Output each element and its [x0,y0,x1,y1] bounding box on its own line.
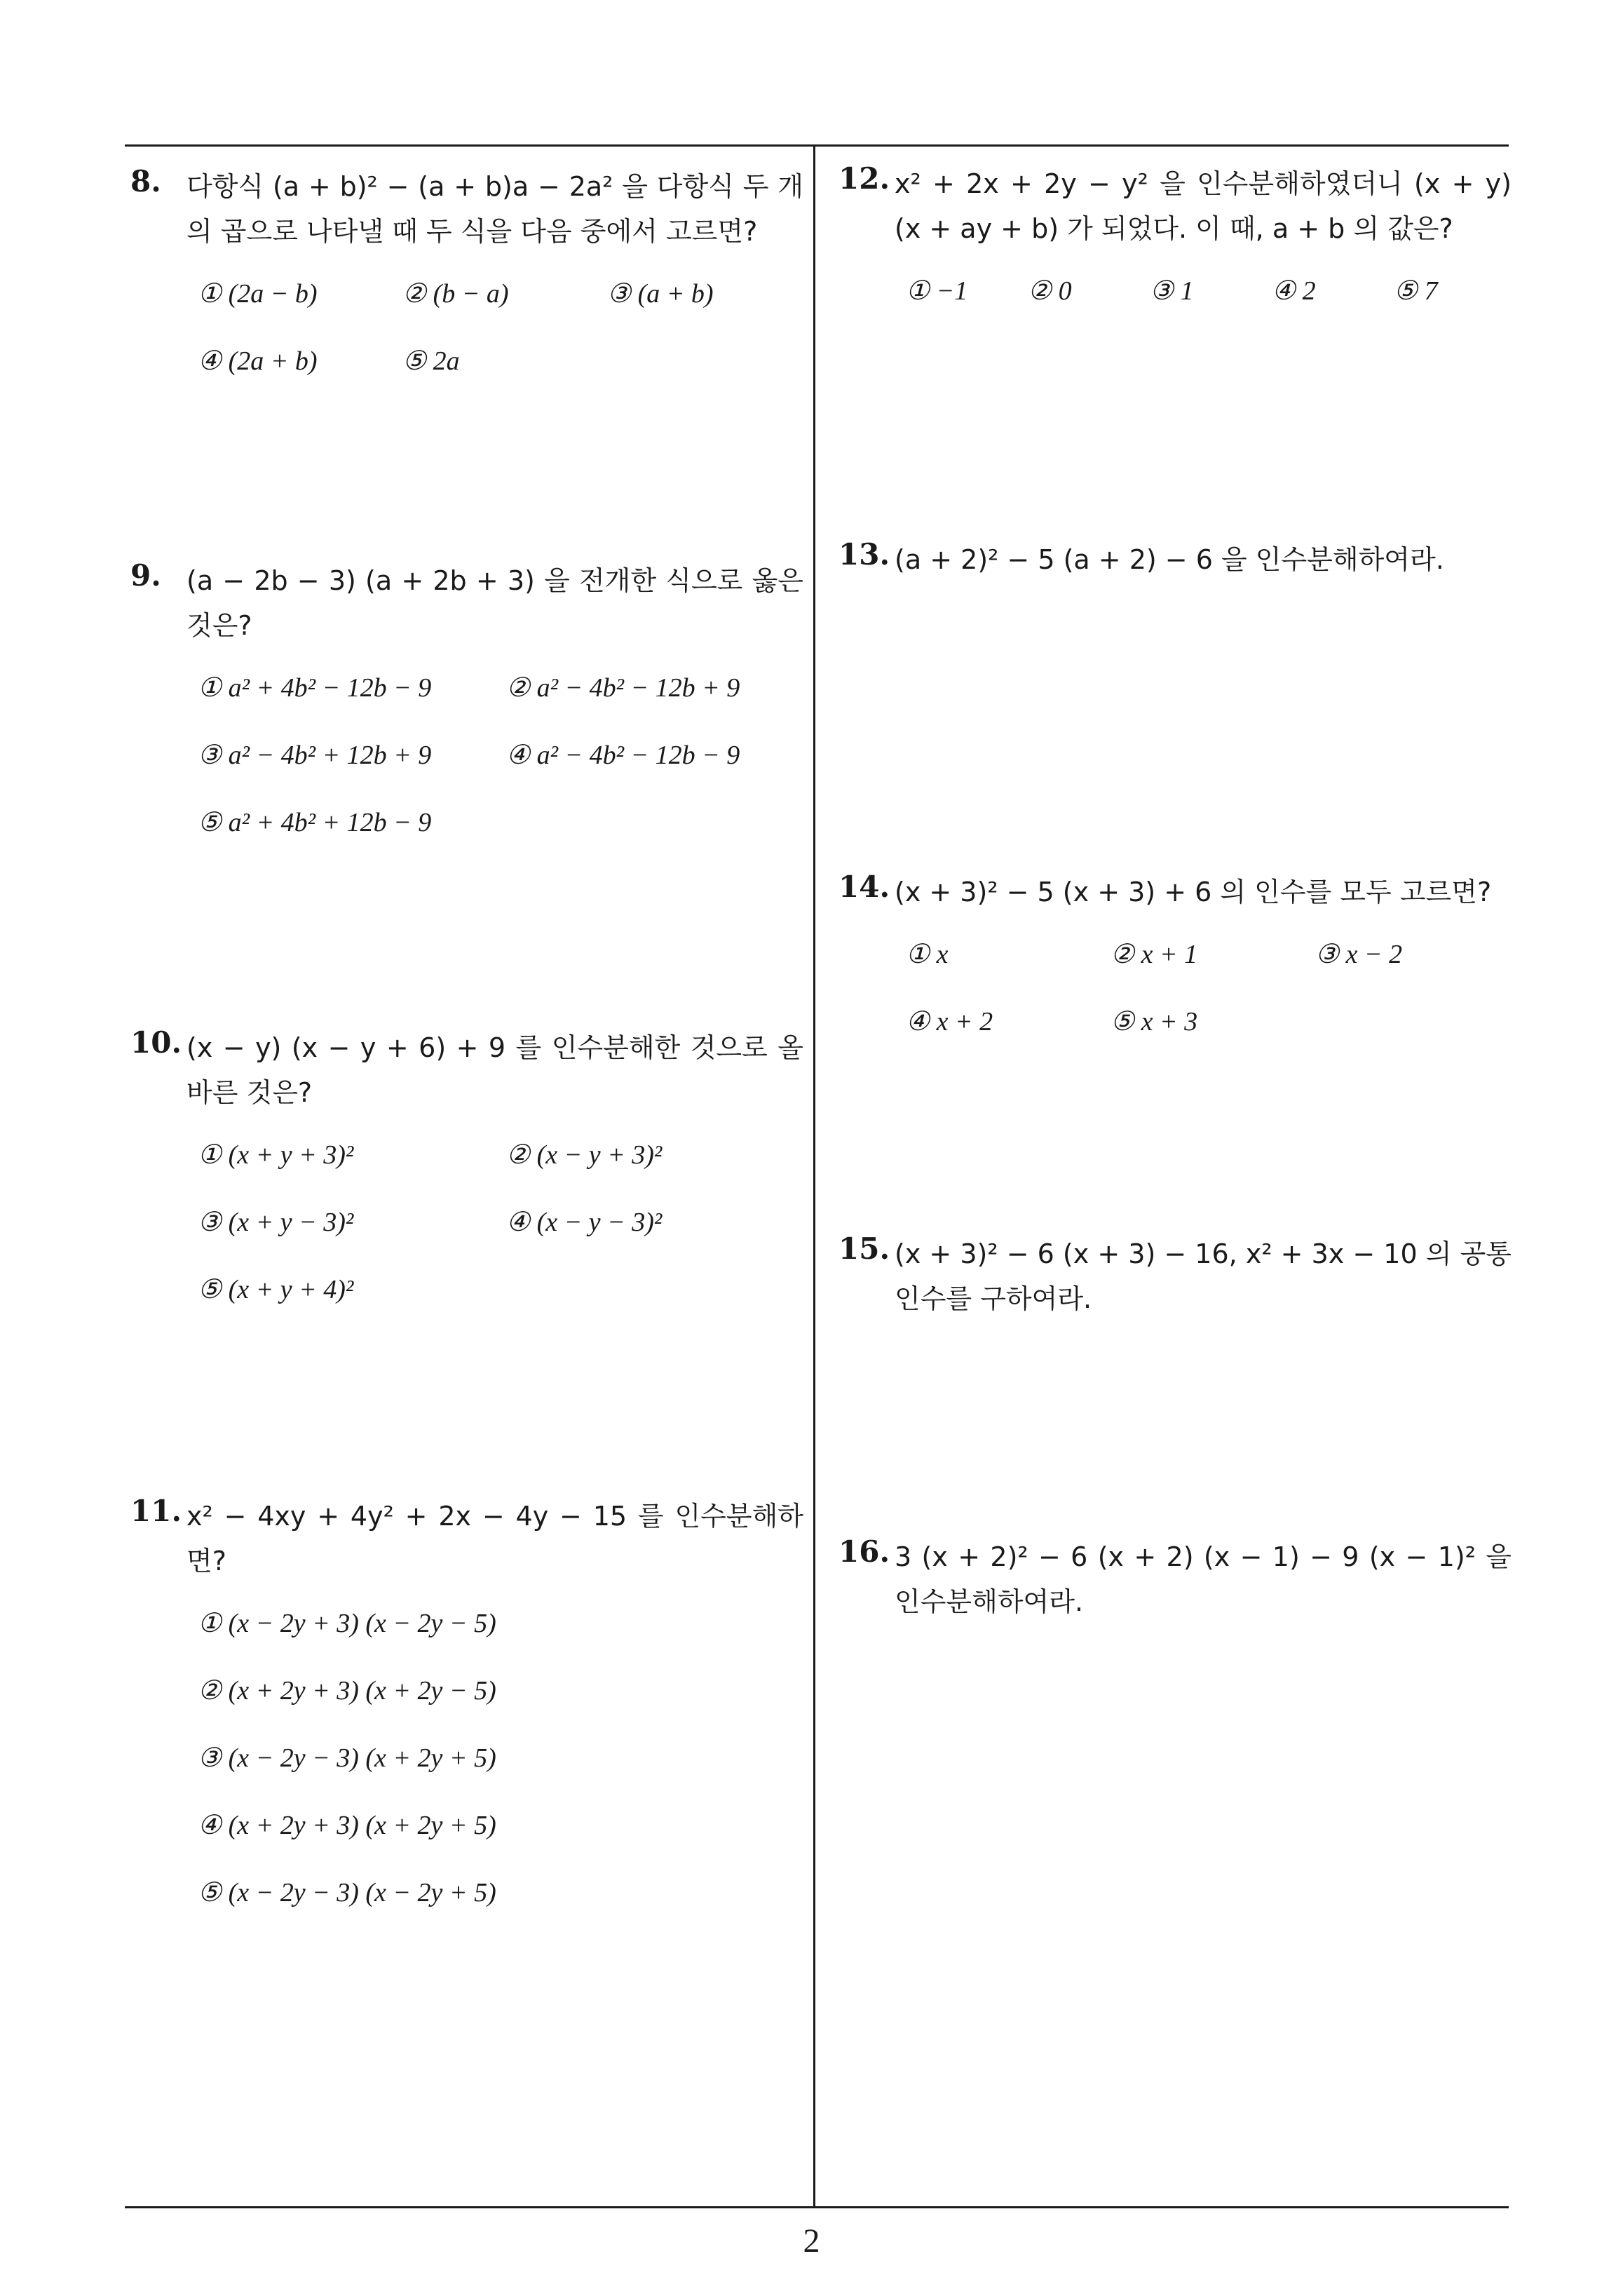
question-13 [838,537,1512,582]
option-1[interactable]: ① −1 [906,276,968,306]
option-4[interactable]: ④ 2 [1272,276,1316,306]
question-15 [838,1231,1512,1321]
question-number: 13. [838,537,890,572]
option-5[interactable]: ⑤ (x − 2y − 3) (x − 2y + 5) [198,1878,496,1907]
option-3[interactable]: ③ a² − 4b² + 12b + 9 [198,741,432,770]
question-number: 12. [838,161,890,196]
question-10 [130,1025,803,1304]
question-stem: (x + 3)² − 5 (x + 3) + 6 의 인수를 모두 고르면? [895,877,1492,907]
option-2[interactable]: ② a² − 4b² − 12b + 9 [506,673,740,703]
question-11 [130,1494,803,1907]
option-4[interactable]: ④ (2a + b) [198,346,318,376]
question-stem: (a + 2)² − 5 (a + 2) − 6 을 인수분해하여라. [895,544,1444,575]
option-1[interactable]: ① (x − 2y + 3) (x − 2y − 5) [198,1609,496,1638]
option-1[interactable]: ① x [906,940,949,969]
option-4[interactable]: ④ (x − y − 3)² [506,1208,663,1237]
question-number: 14. [838,870,890,904]
option-2[interactable]: ② (x + 2y + 3) (x + 2y − 5) [198,1676,496,1706]
bottom-rule [125,2206,1509,2208]
option-4[interactable]: ④ (x + 2y + 3) (x + 2y + 5) [198,1811,496,1840]
question-stem: 3 (x + 2)² − 6 (x + 2) (x − 1) − 9 (x − 1)² 을 인수분해하여라. [895,1541,1512,1617]
option-2[interactable]: ② (x − y + 3)² [506,1140,663,1170]
option-3[interactable]: ③ 1 [1150,276,1194,306]
option-2[interactable]: ② 0 [1028,276,1072,306]
question-number: 16. [838,1534,890,1569]
question-9 [130,558,803,837]
question-number: 8. [130,164,161,198]
question-number: 9. [130,558,161,593]
question-stem: (x − y) (x − y + 6) + 9 를 인수분해한 것으로 올바른 것은? [186,1032,803,1108]
question-8 [130,164,803,376]
option-5[interactable]: ⑤ (x + y + 4)² [198,1275,354,1304]
question-stem: x² + 2x + 2y − y² 을 인수분해하였더니 (x + y) (x + ay + b) 가 되었다. 이 때, a + b 의 값은? [895,168,1512,244]
question-12 [838,161,1512,306]
option-1[interactable]: ① a² + 4b² − 12b − 9 [198,673,432,703]
option-4[interactable]: ④ x + 2 [906,1007,993,1036]
question-number: 11. [130,1494,182,1528]
option-2[interactable]: ② x + 1 [1111,940,1198,969]
question-14 [838,870,1512,1036]
option-2[interactable]: ② (b − a) [402,279,509,309]
page-number: 2 [803,2222,820,2260]
option-3[interactable]: ③ x − 2 [1315,940,1403,969]
option-5[interactable]: ⑤ 2a [402,346,460,376]
top-rule [125,144,1509,147]
option-1[interactable]: ① (2a − b) [198,279,318,309]
option-3[interactable]: ③ (x − 2y − 3) (x + 2y + 5) [198,1743,496,1773]
question-stem: 다항식 (a + b)² − (a + b)a − 2a² 을 다항식 두 개의 곱으로 나타낼 때 두 식을 다음 중에서 고르면? [186,171,803,247]
question-stem: (x + 3)² − 6 (x + 3) − 16, x² + 3x − 10 의 공통인수를 구하여라. [895,1238,1512,1314]
option-5[interactable]: ⑤ a² + 4b² + 12b − 9 [198,808,432,837]
question-number: 10. [130,1025,182,1060]
question-stem: (a − 2b − 3) (a + 2b + 3) 을 전개한 식으로 옳은 것은? [186,565,803,641]
option-1[interactable]: ① (x + y + 3)² [198,1140,354,1170]
option-3[interactable]: ③ (a + b) [607,279,714,309]
question-stem: x² − 4xy + 4y² + 2x − 4y − 15 를 인수분해하면? [186,1501,803,1576]
option-4[interactable]: ④ a² − 4b² − 12b − 9 [506,741,740,770]
question-number: 15. [838,1231,890,1266]
option-5[interactable]: ⑤ 7 [1394,276,1438,306]
question-16 [838,1534,1512,1624]
option-3[interactable]: ③ (x + y − 3)² [198,1208,354,1237]
option-5[interactable]: ⑤ x + 3 [1111,1007,1198,1036]
column-divider [813,144,815,2208]
